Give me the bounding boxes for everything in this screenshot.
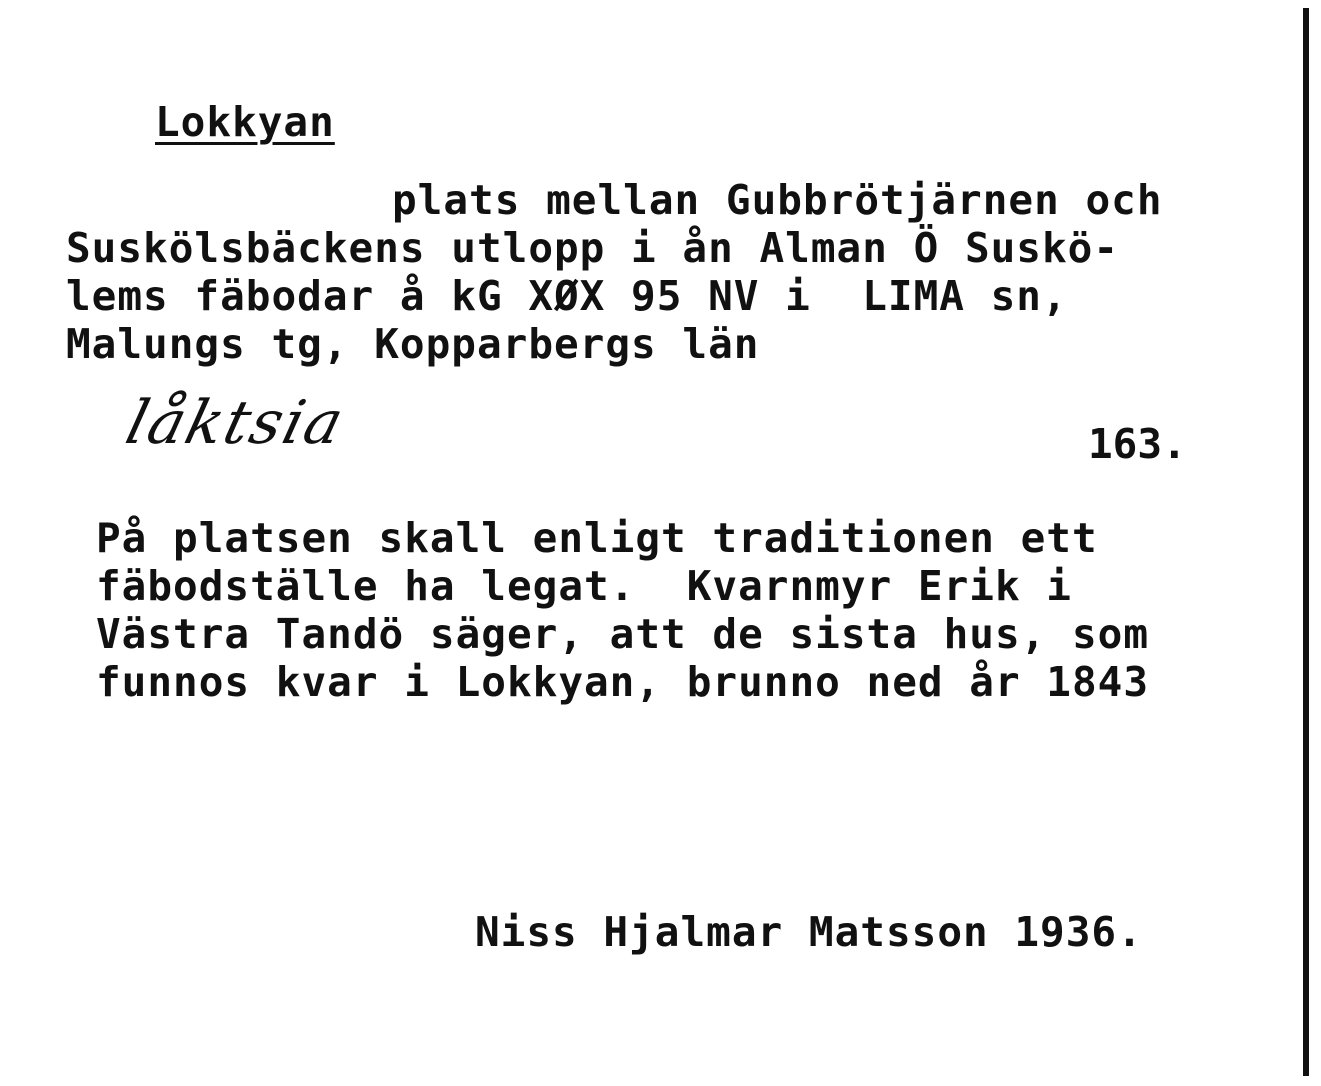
signature-line: Niss Hjalmar Matsson 1936. xyxy=(475,908,1143,956)
place-name-title: Lokkyan xyxy=(155,98,335,146)
body-line-1: På platsen skall enligt traditionen ett xyxy=(96,514,1098,562)
body-line-3: Västra Tandö säger, att de sista hus, som xyxy=(96,610,1150,658)
description-line-1: plats mellan Gubbrötjärnen och xyxy=(392,176,1163,224)
body-line-4: funnos kvar i Lokkyan, brunno ned år 1843 xyxy=(96,658,1150,706)
description-line-3: lems fäbodar å kG XØX 95 NV i LIMA sn, xyxy=(66,272,1068,320)
description-line-4: Malungs tg, Kopparbergs län xyxy=(66,320,760,368)
card-edge-border xyxy=(1303,8,1309,1076)
handwritten-pronunciation: låktsia xyxy=(119,388,352,458)
body-line-2: fäbodställe ha legat. Kvarnmyr Erik i xyxy=(96,562,1072,610)
description-line-2: Suskölsbäckens utlopp i ån Alman Ö Suskö- xyxy=(66,224,1120,272)
card-number: 163. xyxy=(1088,420,1187,468)
